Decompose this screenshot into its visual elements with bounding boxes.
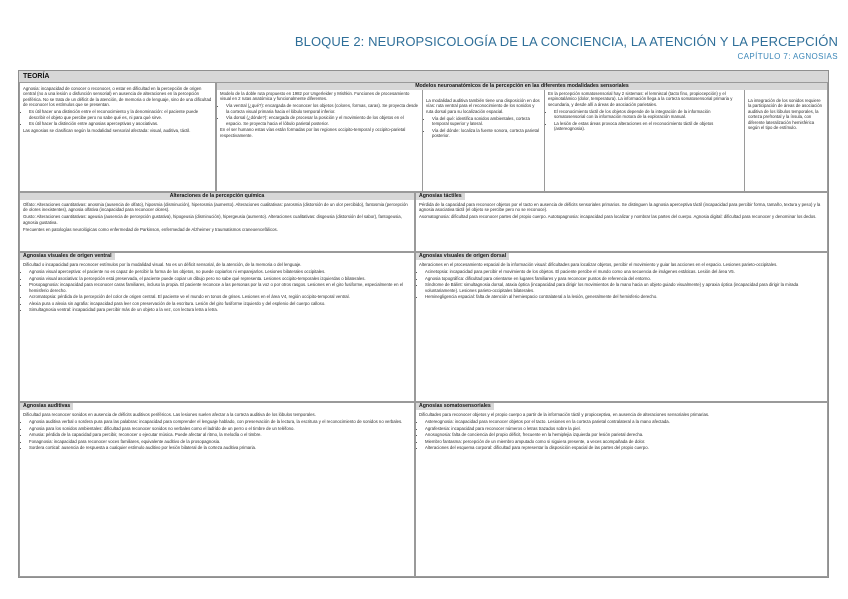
agnosias-ventral-item: • Simultagnosia ventral: incapacidad para percibir más de un objeto a la vez, con lectura letra a letra. bbox=[29, 307, 411, 312]
agnosias-auditivas-item: • Fonagnosia: incapacidad para reconocer voces familiares, equivalente auditivo de la prosopagnosia. bbox=[29, 439, 411, 444]
percepcion-quimica-text: Olfato: Alteraciones cuantitativas: anosmia (ausencia de olfato), hiposmia (disminución), hiperosmia (aumento). Alteraciones cualitativas: parosmia (distorsión de un olor percibido), fantosmia (percepción de olores inexistentes), agnosia olfativa (incapacidad para reconocer olores). bbox=[23, 202, 408, 213]
modelos-title: Modelos neuroanatómicos de la percepción en las diferentes modalidades sensoriales bbox=[217, 83, 827, 90]
modelo-auditivo-text: • Vía del qué: identifica sonidos ambientales, corteza temporal superior y lateral. bbox=[432, 116, 541, 127]
modelo-visual bbox=[217, 90, 423, 192]
modelo-visual-text: Modelo de la doble ruta propuesto en 1982 por Ungerleider y Mishkin. Funciones de procesamiento visual en 2 rutas anatómica y funcionalmente diferentes. bbox=[220, 91, 410, 102]
intro-paragraph: Las agnosias se clasifican según la modalidad sensorial afectada: visual, auditiva, táctil. bbox=[23, 127, 191, 133]
agnosias-somatosensoriales-item: • Miembro fantasma: percepción de un miembro amputado como si siguiera presente, a veces acompañada de dolor. bbox=[425, 439, 824, 444]
modelo-auditivo bbox=[423, 90, 545, 192]
intro-bullet: • Es útil hacer una distinción entre el reconocimiento y la denominación: el paciente puede describir el objeto que percibe pero no sabe qué es, ni para qué sirve. bbox=[29, 109, 212, 120]
page-subtitle: CAPÍTULO 7: AGNOSIAS bbox=[737, 52, 838, 61]
percepcion-quimica-text: Frecuentes en patologías neurológicas como enfermedad de Parkinson, enfermedad de Alzheimer y traumatismos craneoencefálicos. bbox=[23, 226, 278, 232]
agnosias-dorsal-item: • Heminegligencia espacial: falta de atención al hemiespacio contralateral a la lesión, generalmente del hemisferio derecho. bbox=[425, 294, 824, 299]
agnosias-somatosensoriales-item: • Agrafestesia: incapacidad para reconocer números o letras trazados sobre la piel. bbox=[425, 426, 824, 431]
agnosias-dorsal-title: Agnosias visuales de origen dorsal bbox=[416, 253, 509, 260]
agnosias-dorsal-item: • Acinetopsia: incapacidad para percibir el movimiento de los objetos. El paciente percibe el mundo como una secuencia de imágenes estáticas. Lesión del área V5. bbox=[425, 269, 824, 274]
agnosias-dorsal-text: Alteraciones en el procesamiento espacial de la información visual: dificultades para localizar objetos, percibir el movimiento y guiar las acciones en el espacio. Lesiones parieto-occipitales. bbox=[419, 262, 778, 267]
agnosias-dorsal-section bbox=[415, 252, 828, 402]
agnosias-auditivas-section bbox=[19, 402, 415, 577]
agnosias-dorsal-item: • Agnosia topográfica: dificultad para orientarse en lugares familiares y para reconocer puntos de referencia del entorno. bbox=[425, 276, 824, 281]
modelo-visual-text: En el ser humano estas vías están formadas por las regiones occipito-temporal y occipito-parietal respectivamente. bbox=[220, 127, 406, 138]
percepcion-quimica-title: Alteraciones de la percepción química bbox=[20, 193, 414, 200]
agnosias-tactiles-text: Asomatognosia: dificultad para reconocer partes del propio cuerpo. Autotopagnosia: incapacidad para localizar y nombrar las partes del cuerpo. Agnosia digital: dificultad para reconocer y denominar los dedos. bbox=[419, 214, 817, 220]
page-title: BLOQUE 2: NEUROPSICOLOGÍA DE LA CONCIENCIA, LA ATENCIÓN Y LA PERCEPCIÓN bbox=[294, 34, 838, 49]
teoria-header: TEORÍA bbox=[19, 71, 828, 82]
agnosias-somatosensoriales-item: • Astereognosia: incapacidad para reconocer objetos por el tacto. Lesiones en la corteza parietal contralateral a la mano afectada. bbox=[425, 419, 824, 424]
intro-paragraph: Agnosia: incapacidad de conocer o reconocer, o estar en dificultad en la percepción de origen central (no a una lesión o disfunción sensorial) en ausencia de alteraciones en la percepción periférica. No se trata de un déficit de la atención, de memoria o de lenguaje, sino de una dificultad de reconocer los estímulos que se presentan. bbox=[23, 86, 212, 108]
intro-bullet: • Es útil hacer la distinción entre agnosias aperceptivas y asociativas. bbox=[29, 121, 212, 126]
modelo-somato-text: • La lesión de estas áreas provoca alteraciones en el reconocimiento táctil de objetos (astereognosia). bbox=[554, 121, 741, 132]
modelo-visual-text: • Vía ventral (¿qué?): encargada de reconocer los objetos (colores, formas, caras). Se proyecta desde la corteza visual primaria hacia el lóbulo temporal inferior. bbox=[226, 103, 419, 114]
agnosias-somatosensoriales-title: Agnosias somatosensoriales bbox=[416, 403, 494, 410]
agnosias-somatosensoriales-item: • Alteraciones del esquema corporal: dificultad para representar la disposición espacial de las partes del propio cuerpo. bbox=[425, 445, 824, 450]
agnosias-ventral-item: • Alexia pura o alexia sin agrafia: incapacidad para leer con preservación de la escritura. Lesión del giro fusiforme izquierdo y del esplenio del cuerpo calloso. bbox=[29, 301, 411, 306]
agnosias-ventral-section bbox=[19, 252, 415, 402]
agnosias-ventral-item: • Agnosia visual aperceptiva: el paciente no es capaz de percibir la forma de los objetos, no puede copiarlos ni emparejarlos. Lesiones bilaterales occipitales. bbox=[29, 269, 411, 274]
agnosias-auditivas-text: Dificultad para reconocer sonidos en ausencia de déficits auditivos periféricos. Las lesiones suelen afectar a la corteza auditiva de los lóbulos temporales. bbox=[23, 412, 316, 417]
agnosias-tactiles-section bbox=[415, 192, 828, 252]
agnosias-auditivas-title: Agnosias auditivas bbox=[20, 403, 73, 410]
modelo-somatosensorial bbox=[545, 90, 745, 192]
modelo-somato-text: En la percepción somatosensorial hay 2 sistemas: el lemniscal (tacto fino, propiocepción) y el espinotalámico (dolor, temperatura). La información llega a la corteza somatosensorial primaria y secundaria, y desde allí a áreas de asociación parietales. bbox=[548, 91, 733, 107]
modelo-somato-text: • El reconocimiento táctil de los objetos depende de la integración de la información somatosensorial con la información motora de la exploración manual. bbox=[554, 109, 741, 120]
agnosias-somatosensoriales-section bbox=[415, 402, 828, 577]
agnosias-ventral-title: Agnosias visuales de origen ventral bbox=[20, 253, 115, 260]
agnosias-auditivas-item: • Amusia: pérdida de la capacidad para percibir, reconocer o ejecutar música. Puede afectar al ritmo, la melodía o el timbre. bbox=[29, 432, 411, 437]
percepcion-quimica-section bbox=[19, 192, 415, 252]
agnosias-somatosensoriales-text: Dificultades para reconocer objetos y el propio cuerpo a partir de la información táctil y propioceptiva, en ausencia de alteraciones sensoriales primarias. bbox=[419, 412, 710, 417]
agnosias-ventral-item: • Prosopagnosia: incapacidad para reconocer caras familiares, incluso la propia. El paciente reconoce a las personas por la voz o por otros rasgos. Lesiones en el giro fusiforme, especialmente en el hemisferio derecho. bbox=[29, 282, 411, 293]
modelo-auditivo-text: • Vía del dónde: localiza la fuente sonora, corteza parietal posterior. bbox=[432, 128, 541, 139]
page-header bbox=[0, 0, 848, 68]
agnosias-dorsal-item: • Síndrome de Bálint: simultagnosia dorsal, ataxia óptica (incapacidad para dirigir los movimientos de la mano hacia un objeto guiado visualmente) y apraxia óptica (incapacidad para dirigir la mirada voluntariamente). Lesiones parieto-occipitales bilaterales. bbox=[425, 282, 824, 293]
modelo-sonidos-text: La integración de los sonidos requiere la participación de áreas de asociación auditiva de los lóbulos temporales, la corteza prefrontal y la ínsula, con diferente lateralización hemisférica según el tipo de estímulo. bbox=[748, 98, 823, 131]
summary-sheet bbox=[18, 70, 829, 578]
modelo-auditivo-text: La modalidad auditiva también tiene una disposición en dos vías: ruta ventral para el reconocimiento de los sonidos y ruta dorsal para su localización espacial. bbox=[426, 98, 540, 114]
agnosias-somatosensoriales-item: • Anosognosia: falta de conciencia del propio déficit, frecuente en la hemiplejia izquierda por lesión parietal derecha. bbox=[425, 432, 824, 437]
agnosias-ventral-text: Dificultad o incapacidad para reconocer estímulos por la modalidad visual. No es un déficit sensorial, de la atención, de la memoria o del lenguaje. bbox=[23, 262, 302, 267]
modelos-section bbox=[216, 82, 828, 192]
modelo-visual-text: • Vía dorsal (¿dónde?): encargada de procesar la posición y el movimiento de los objetos en el espacio. Se proyecta hacia el lóbulo parietal posterior. bbox=[226, 115, 419, 126]
agnosias-ventral-item: • Agnosia visual asociativa: la percepción está preservada, el paciente puede copiar un dibujo pero no sabe qué representa. Lesiones occipito-temporales izquierdas o bilaterales. bbox=[29, 276, 411, 281]
agnosias-tactiles-text: Pérdida de la capacidad para reconocer objetos por el tacto en ausencia de déficits sensoriales primarios. Se distinguen la agnosia aperceptiva táctil (incapacidad para percibir forma, tamaño, textura y peso) y la agnosia asociativa táctil (el objeto se percibe pero no se reconoce). bbox=[419, 202, 821, 213]
teoria-intro bbox=[19, 82, 216, 192]
percepcion-quimica-text: Gusto: Alteraciones cuantitativas: ageusia (ausencia de percepción gustativa), hipogeusia (disminución), hipergeusia (aumento). Alteraciones cualitativas: disgeusia (distorsión del sabor), fantogeusia, agnosia gustativa. bbox=[23, 214, 402, 225]
agnosias-ventral-item: • Acromatopsia: pérdida de la percepción del color de origen central. El paciente ve el mundo en tonos de grises. Lesiones en el área V4, región occipito-temporal ventral. bbox=[29, 294, 411, 299]
agnosias-auditivas-item: • Sordera cortical: ausencia de respuesta a cualquier estímulo auditivo por lesión bilateral de la corteza auditiva primaria. bbox=[29, 445, 411, 450]
agnosias-auditivas-item: • Agnosia para los sonidos ambientales: dificultad para reconocer sonidos no verbales como el ladrido de un perro o el timbre de un teléfono. bbox=[29, 426, 411, 431]
agnosias-auditivas-item: • Agnosia auditiva verbal o sordera pura para las palabras: incapacidad para comprender el lenguaje hablado, con preservación de la lectura, la escritura y el reconocimiento de sonidos no verbales. bbox=[29, 419, 411, 424]
modelo-sonidos bbox=[745, 90, 827, 192]
agnosias-tactiles-title: Agnosias táctiles bbox=[416, 193, 465, 200]
